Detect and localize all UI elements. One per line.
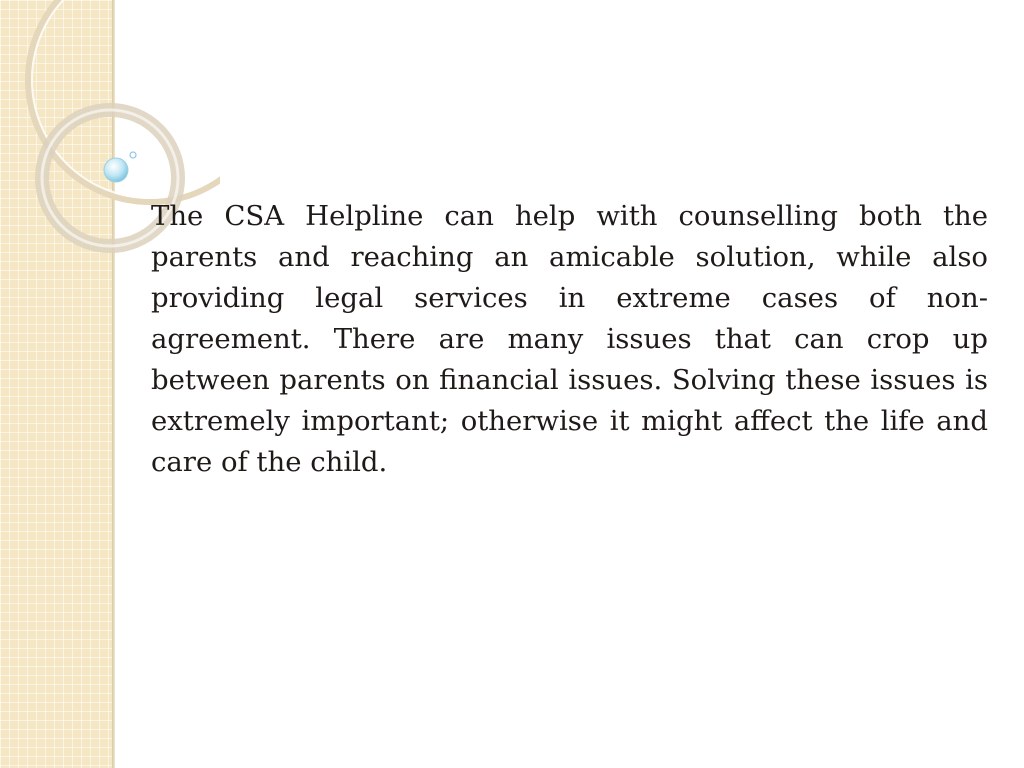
tiny-dot [130, 152, 136, 158]
body-paragraph: The CSA Helpline can help with counselling both the parents and reaching an amicable solution, while also providing legal services in extreme cases of non-agreement. There are many issues that can crop up between parents on financial issues. Solving these issues is extremely important; otherwise it might affect the life and care of the child. [151, 200, 988, 478]
blue-dot [104, 158, 128, 182]
